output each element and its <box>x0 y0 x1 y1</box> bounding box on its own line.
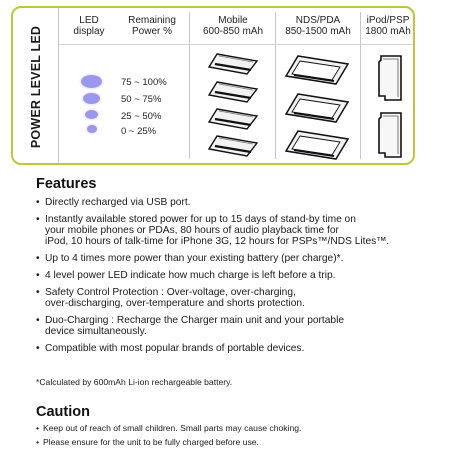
level-label-25: 0 ~ 25% <box>121 126 157 137</box>
caution-heading: Caution <box>36 404 90 420</box>
caution-list <box>36 423 446 451</box>
led-dot-level-4 <box>81 75 102 88</box>
col-header-line: Mobile <box>218 15 248 26</box>
column-divider <box>189 12 190 159</box>
feature-line: • Instantly available stored power for up to 15 days of stand-by time on <box>45 214 356 225</box>
feature-line: • 4 level power LED indicate how much charge is left before a trip. <box>45 270 336 281</box>
column-divider <box>360 12 361 159</box>
col-header-line: 850-1500 mAh <box>285 26 351 37</box>
side-tab <box>13 8 59 163</box>
feature-line: • Compatible with most popular brands of portable devices. <box>45 343 305 354</box>
mobile-phone-icon <box>207 52 259 76</box>
col-header-line: 1800 mAh <box>365 26 411 37</box>
col-header-nds-pda <box>276 15 360 45</box>
feature-line: • Up to 4 times more power than your existing battery (per charge)*. <box>45 253 344 264</box>
mobile-phone-icon <box>207 107 259 131</box>
nds-pda-icon <box>284 54 350 86</box>
column-divider <box>275 12 276 159</box>
feature-item <box>36 315 448 337</box>
col-header-line: NDS/PDA <box>295 15 341 26</box>
feature-line: device simultaneously. <box>45 326 147 337</box>
power-level-panel <box>11 6 415 165</box>
level-label-100: 75 ~ 100% <box>121 77 167 88</box>
caution-item: • Keep out of reach of small children. Small parts may cause choking. <box>36 423 446 434</box>
col-header-line: Remaining <box>128 15 176 26</box>
features-heading: Features <box>36 176 97 192</box>
feature-item <box>36 270 448 281</box>
feature-item <box>36 343 448 354</box>
power-level-led-label: POWER LEVEL LED <box>29 25 43 149</box>
mobile-phone-icon <box>207 134 259 158</box>
feature-line: • Safety Control Protection : Over-voltage, over-charging, <box>45 287 296 298</box>
features-list <box>36 197 448 360</box>
col-header-mobile <box>193 15 273 45</box>
feature-item <box>36 214 448 247</box>
feature-item <box>36 287 448 309</box>
feature-item <box>36 197 448 208</box>
led-dot-level-2 <box>85 110 98 119</box>
feature-line: over-discharging, over-temperature and shorts protection. <box>45 298 305 309</box>
feature-line: • Directly recharged via USB port. <box>45 197 191 208</box>
col-header-ipod-psp <box>361 15 415 45</box>
caution-item: • Please ensure for the unit to be fully charged before use. <box>36 437 446 448</box>
col-header-line: display <box>73 26 105 37</box>
led-dot-level-3 <box>83 93 100 104</box>
level-label-50: 25 ~ 50% <box>121 111 162 122</box>
col-header-line: LED <box>79 15 99 26</box>
col-header-line: Power % <box>131 26 172 37</box>
col-header-remaining-power <box>117 15 187 45</box>
feature-line: iPod, 10 hours of talk-time for iPhone 3G, 12 hours for PSPs™/NDS Lites™. <box>45 236 390 247</box>
feature-line: your mobile phones or PDAs, 80 hours of audio playback time for <box>45 225 339 236</box>
nds-pda-icon <box>284 129 350 161</box>
ipod-psp-icon <box>375 54 405 102</box>
level-label-75: 50 ~ 75% <box>121 94 162 105</box>
features-footnote: *Calculated by 600mAh Li-ion rechargeable battery. <box>36 377 233 387</box>
col-header-led-display <box>63 15 115 45</box>
col-header-line: iPod/PSP <box>366 15 410 26</box>
feature-item <box>36 253 448 264</box>
mobile-phone-icon <box>207 80 259 104</box>
nds-pda-icon <box>284 92 350 124</box>
col-header-line: 600-850 mAh <box>202 26 264 37</box>
ipod-psp-icon <box>375 111 405 159</box>
led-dot-level-1 <box>87 125 97 133</box>
header-separator <box>59 44 413 45</box>
feature-line: • Duo-Charging : Recharge the Charger main unit and your portable <box>45 315 345 326</box>
